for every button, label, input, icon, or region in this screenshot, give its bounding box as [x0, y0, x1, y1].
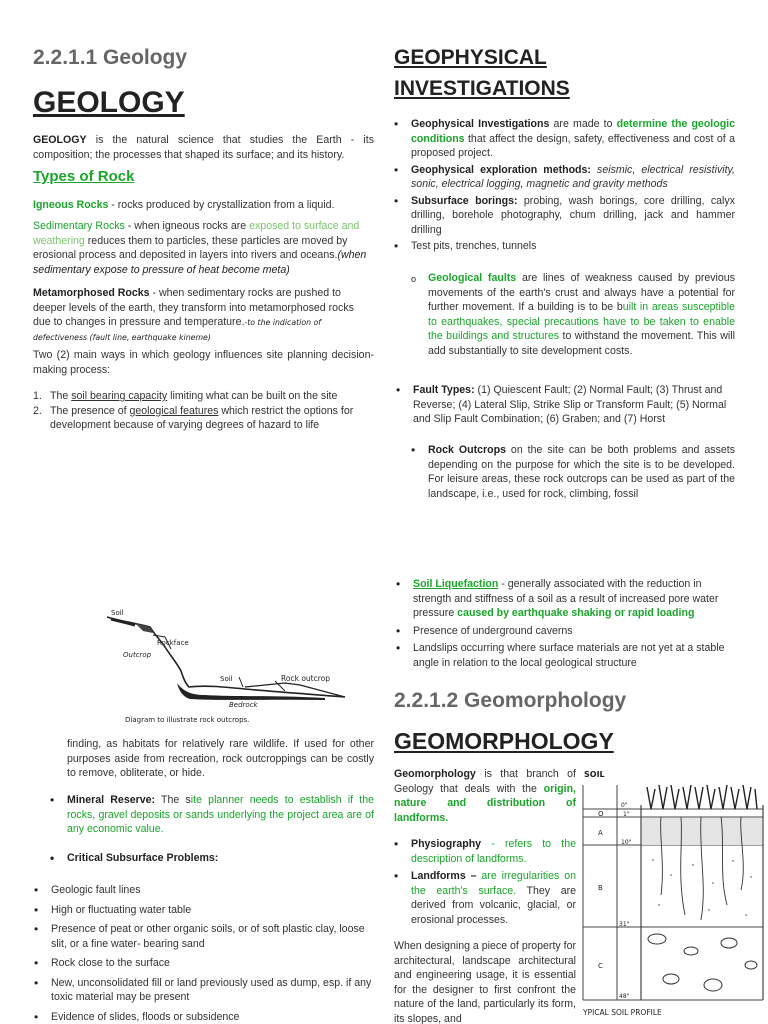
rock-outcrops-list: [428, 443, 735, 503]
problem-item: • High or fluctuating water table: [51, 903, 374, 918]
depth-10: 10": [621, 839, 632, 846]
rock-outcrops-item: • Rock Outcrops on the site can be both problems and assets depending on the purpose for which the site is to be developed. For leisure areas, these rock outcrops can be used as part of the landscape, i.e., used for rock, climbing, fossil: [428, 443, 735, 501]
horizon-b-label: B: [598, 884, 603, 892]
rock-outcrop-diagram: [95, 605, 355, 727]
problem-item: • Geologic fault lines: [51, 883, 374, 898]
diagram-label-soil: Soil: [220, 675, 233, 683]
types-of-rock-heading: Types of Rock: [33, 168, 135, 185]
horizon-o-label: O: [598, 810, 604, 818]
problem-item: • Presence of peat or other organic soils, or of soft plastic clay, loose slit, or a fine water- bearing sand: [51, 922, 374, 951]
grass-blades: [647, 785, 757, 809]
soil-profile-figure: [581, 765, 768, 1024]
page-title-geophysical: GEOPHYSICAL INVESTIGATIONS: [394, 46, 570, 100]
horizon-a-label: A: [598, 829, 603, 837]
depth-31: 31": [619, 921, 630, 928]
subsurface-borings-item: • Subsurface borings: probing, wash borings, core drilling, calyx drilling, borehole photography, chum drilling, jack and hammer drilling: [411, 194, 735, 238]
sedimentary-rocks-paragraph: Sedimentary Rocks - when igneous rocks are exposed to surface and weathering reduces them to particles, these particles are moved by erosional process and deposited in layers into rivers and oceans.(when sedimentary expose to pressure of heat become meta): [33, 220, 367, 276]
subsurface-problems-list: [51, 883, 374, 1024]
depth-0: 0": [621, 802, 628, 809]
diagram-label-bedrock: Bedrock: [229, 701, 258, 709]
problem-item: • Evidence of slides, floods or subsidence: [51, 1010, 374, 1024]
horizon-c-label: C: [598, 962, 603, 970]
problem-item: • New, unconsolidated fill or land previously used as dump, esp. if any toxic material may be present: [51, 976, 374, 1005]
diagram-label-outcrop: Outcrop: [123, 651, 152, 659]
geological-faults-paragraph: o Geological faults are lines of weakness caused by previous movements of the earth's crust and always have a potential for further movement. If a building is to be built in areas susceptible to earthquakes, special precautions have to be taken to enable the buildings and structures to withstand the movement. This will add substantially to site development costs.: [411, 272, 735, 357]
critical-problems-heading-list: [67, 851, 374, 868]
soil-profile-caption: YPICAL SOIL PROFILE: [583, 1008, 662, 1017]
geomorphology-definition: Geomorphology is that branch of Geology that deals with the origin, nature and distribution of landforms.: [394, 768, 576, 824]
problem-item: • Rock close to the surface: [51, 956, 374, 971]
mineral-reserve-list: [67, 793, 374, 839]
geomorphology-terms-list: [411, 837, 576, 929]
horizon-a-fill: [642, 818, 762, 845]
two-ways-paragraph: Two (2) main ways in which geology influences site planning decision- making process:: [33, 349, 374, 376]
landforms-item: • Landforms – are irregularities on the earth's surface. They are derived from volcanic, glacial, or erosional processes.: [411, 869, 576, 927]
exploration-methods-item: • Geophysical exploration methods: seismic, electrical resistivity, sonic, electrical logging, magnetic and gravity methods: [411, 163, 735, 192]
mineral-reserve-item: • Mineral Reserve: The site planner needs to establish if the rocks, gravel deposits or sands underlying the project area are of any economic value.: [67, 793, 374, 837]
depth-48: 48": [619, 993, 630, 1000]
diagram-label-soil-top: Soil: [111, 609, 124, 617]
horizon-c-stones: [648, 934, 757, 991]
influence-list: [33, 389, 374, 433]
geology-intro-bold: GEOLOGY: [33, 134, 87, 146]
section-heading-geomorphology: 2.2.1.2 Geomorphology: [394, 689, 627, 712]
diagram-label-rock-outcrop: Rock outcrop: [281, 674, 330, 683]
influence-item-1: 1. The soil bearing capacity limiting what can be built on the site: [33, 390, 338, 402]
page-title-geology: GEOLOGY: [33, 86, 185, 119]
igneous-rocks-paragraph: Igneous Rocks - rocks produced by crystallization from a liquid.: [33, 199, 335, 211]
page-title-geomorphology: GEOMORPHOLOGY: [394, 728, 614, 754]
circle-bullet-icon: o: [411, 274, 417, 284]
geology-intro: GEOLOGY is the natural science that studies the Earth - its composition; the processes that shaped its surface; and its history.: [33, 134, 374, 161]
diagram-caption: Diagram to illustrate rock outcrops.: [125, 716, 250, 724]
rockface-fill: [135, 623, 153, 633]
soil-pointer: [239, 677, 243, 687]
geophysical-investigations-item: • Geophysical Investigations are made to determine the geologic conditions that affect the design, safety, effectiveness and cost of a proposed project.: [411, 117, 735, 161]
metamorphosed-rocks-paragraph: Metamorphosed Rocks - when sedimentary rocks are pushed to deeper levels of the earth, they transform into metamorphosed rocks due to changes in pressure and temperature.-to the indication of defectiveness (fault line, earthquake kineme): [33, 287, 354, 342]
landslips-item: • Landslips occurring where surface materials are not yet at a stable angle in relation to the local geological structure: [413, 641, 735, 670]
physiography-item: • Physiography - refers to the description of landforms.: [411, 837, 576, 866]
critical-problems-heading: • Critical Subsurface Problems:: [67, 851, 374, 866]
fault-types-item: • Fault Types: (1) Quiescent Fault; (2) Normal Fault; (3) Thrust and Reverse; (4) Lateral Slip, Strike Slip or Transform Fault; (5) Normal and Slip Fault Combination; (6) Graben; and (7) Horst: [413, 383, 735, 427]
outcrops-continuation: finding, as habitats for relatively rare wildlife. If used for other purposes aside from recreation, rock outcroppings can be costly to remove, obliterate, or hide.: [67, 738, 374, 779]
caverns-item: • Presence of underground caverns: [413, 624, 735, 639]
diagram-label-rockface: Rockface: [157, 639, 189, 647]
soil-profile-title: SOIL: [584, 770, 605, 779]
fault-types-list: [413, 383, 735, 429]
geophysical-list: [411, 117, 735, 256]
hazards-list: [413, 577, 735, 672]
depth-1: 1": [623, 811, 630, 818]
influence-item-2: 2. The presence of geological features which restrict the options for development because of varying degrees of hazard to life: [33, 404, 354, 431]
test-pits-item: • Test pits, trenches, tunnels: [411, 239, 735, 254]
soil-liquefaction-item: • Soil Liquefaction - generally associated with the reduction in strength and stiffness of a soil as a result of increased pore water pressure caused by earthquake shaking or rapid loading: [413, 577, 735, 621]
section-heading-geology: 2.2.1.1 Geology: [33, 46, 188, 69]
designing-paragraph: When designing a piece of property for architectural, landscape architectural and engineering usage, it is essential for the designer to first confront the nature of the land, particularly its form, its slopes, and: [394, 940, 576, 1024]
